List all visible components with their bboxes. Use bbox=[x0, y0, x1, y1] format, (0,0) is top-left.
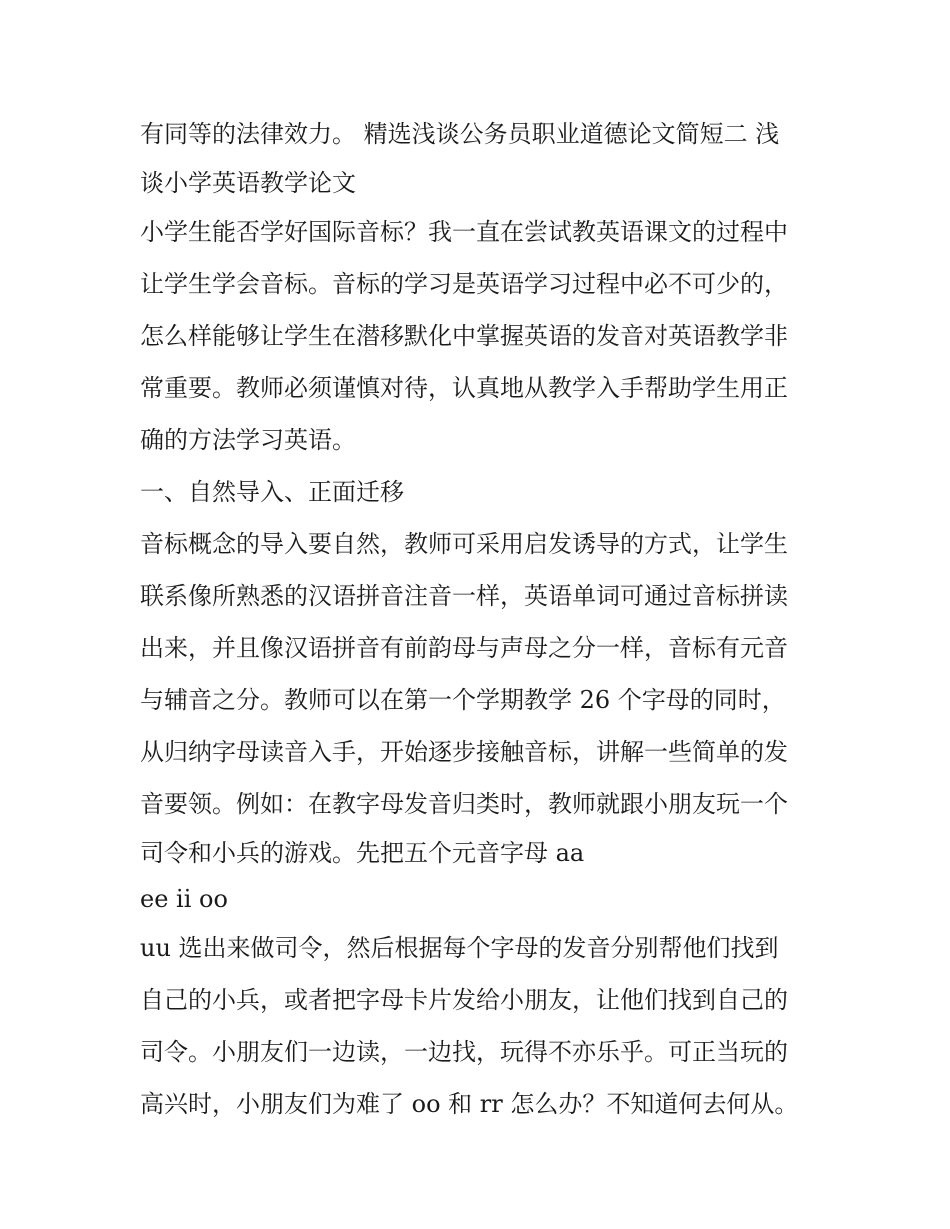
section-heading: 一、自然导入、正面迁移 bbox=[140, 478, 404, 506]
text-line: ee ii oo bbox=[140, 885, 228, 913]
text-line: 高兴时，小朋友们为难了 oo 和 rr 怎么办？不知道何去何从。 bbox=[140, 1090, 799, 1118]
text-line: 小学生能否学好国际音标？我一直在尝试教英语课文的过程中 bbox=[140, 218, 788, 246]
text-line: 自己的小兵，或者把字母卡片发给小朋友，让他们找到自己的 bbox=[140, 986, 788, 1014]
text-line: uu 选出来做司令，然后根据每个字母的发音分别帮他们找到 bbox=[140, 934, 779, 962]
text-line: 从归纳字母读音入手，开始逐步接触音标，讲解一些简单的发 bbox=[140, 738, 788, 766]
document-body bbox=[140, 108, 820, 1130]
text-line: 谈小学英语教学论文 bbox=[140, 169, 356, 197]
text-line: 出来，并且像汉语拼音有前韵母与声母之分一样，音标有元音 bbox=[140, 634, 788, 662]
text-line: 常重要。教师必须谨慎对待，认真地从教学入手帮助学生用正 bbox=[140, 374, 788, 402]
text-line: 怎么样能够让学生在潜移默化中掌握英语的发音对英语教学非 bbox=[140, 322, 788, 350]
text-line: 司令和小兵的游戏。先把五个元音字母 aa bbox=[140, 839, 585, 867]
text-line: 司令。小朋友们一边读，一边找，玩得不亦乐乎。可正当玩的 bbox=[140, 1038, 788, 1066]
text-line: 联系像所熟悉的汉语拼音注音一样，英语单词可通过音标拼读 bbox=[140, 582, 788, 610]
text-line: 确的方法学习英语。 bbox=[140, 426, 356, 454]
text-line: 音要领。例如：在教字母发音归类时，教师就跟小朋友玩一个 bbox=[140, 790, 788, 818]
text-line: 有同等的法律效力。 精选浅谈公务员职业道德论文简短二 浅 bbox=[140, 120, 780, 148]
text-line: 与辅音之分。教师可以在第一个学期教学 26 个字母的同时， bbox=[140, 686, 786, 714]
text-line: 音标概念的导入要自然，教师可采用启发诱导的方式，让学生 bbox=[140, 530, 788, 558]
text-line: 让学生学会音标。音标的学习是英语学习过程中必不可少的， bbox=[140, 270, 788, 298]
